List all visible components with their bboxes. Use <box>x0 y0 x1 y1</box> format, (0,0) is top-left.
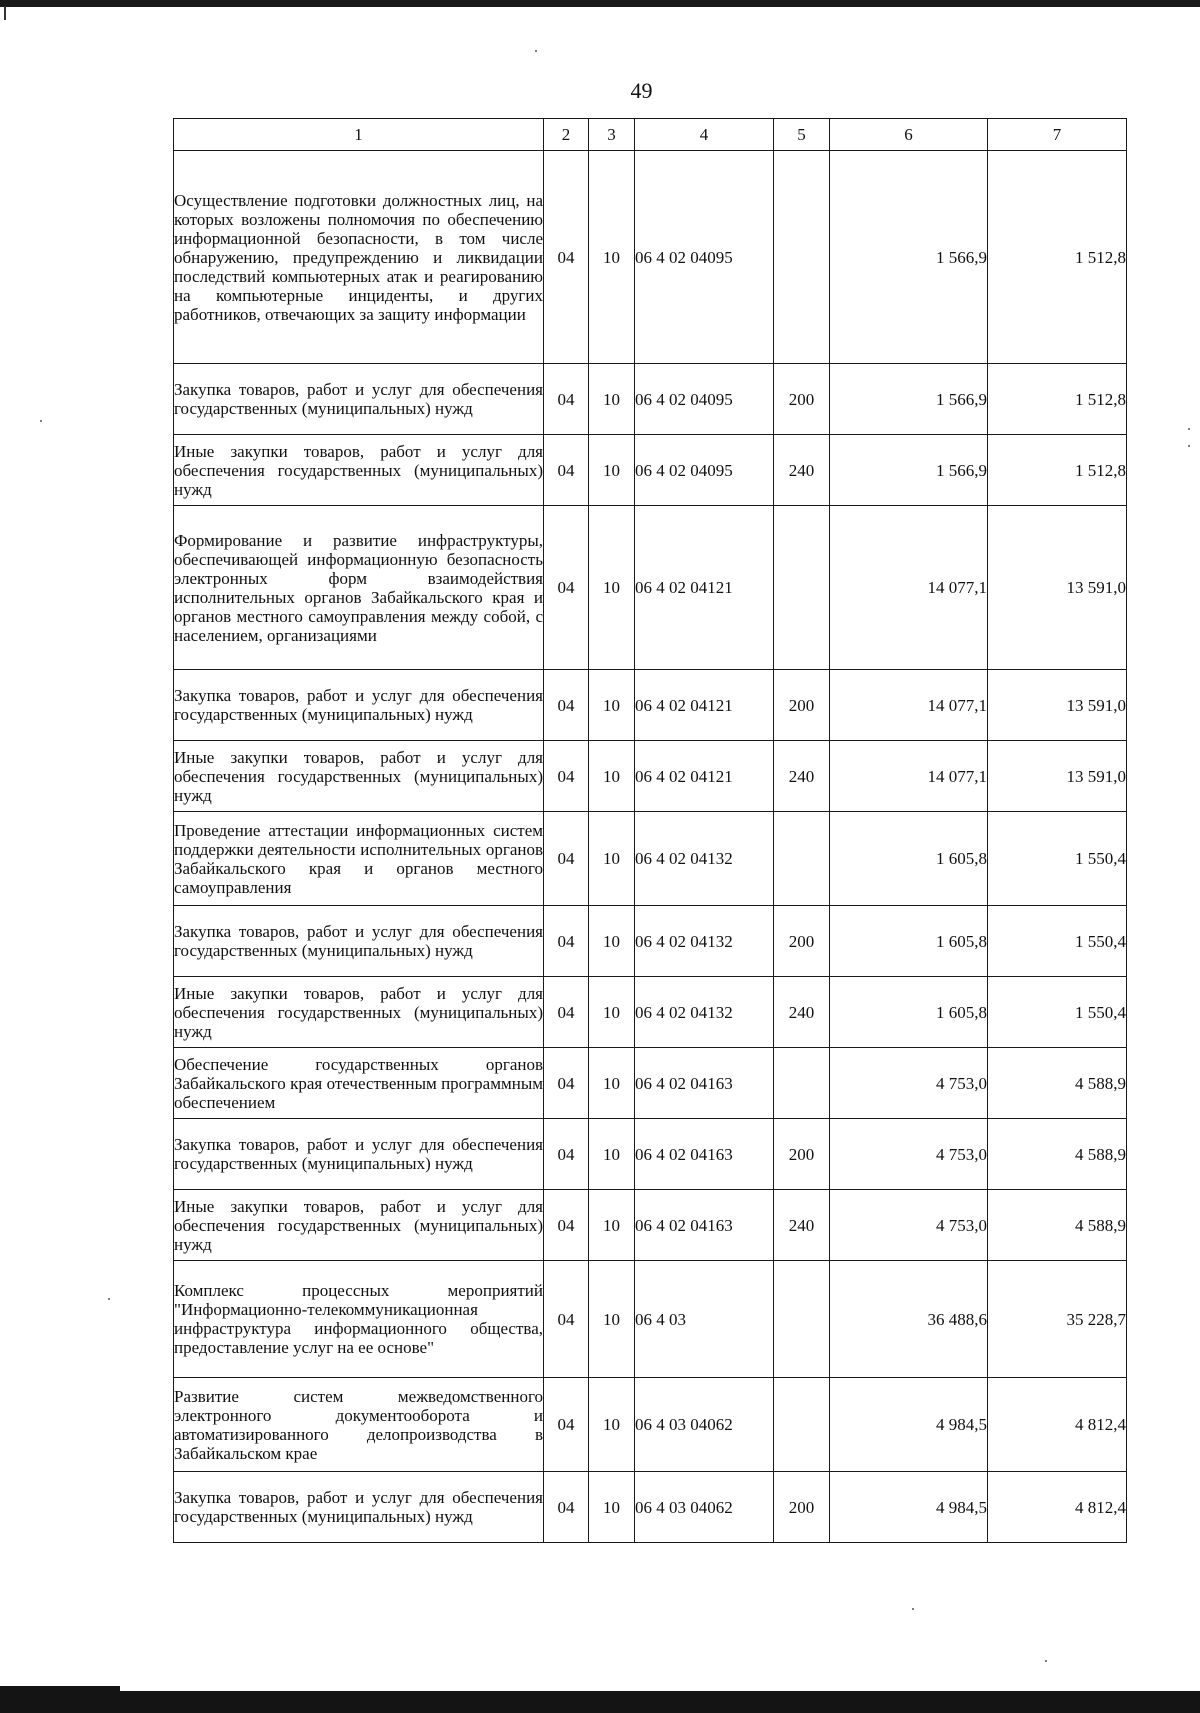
row-subsection: 10 <box>589 151 635 364</box>
table-row <box>174 1472 1127 1543</box>
row-amount-2: 1 512,8 <box>988 151 1127 364</box>
header-col-6: 6 <box>830 119 988 151</box>
row-expense-type <box>774 1378 830 1472</box>
row-subsection: 10 <box>589 364 635 435</box>
row-name: Формирование и развитие инфраструктуры, обеспечивающей информационную безопасность электронных форм взаимодействия исполнительных органов Забайкальского края и органов местного самоуправления между собой, с населением, организациями <box>174 506 544 670</box>
table-row <box>174 977 1127 1048</box>
row-amount-1: 1 566,9 <box>830 151 988 364</box>
row-amount-2: 4 588,9 <box>988 1190 1127 1261</box>
scan-speck <box>1045 1660 1047 1662</box>
row-section: 04 <box>544 1378 589 1472</box>
row-subsection: 10 <box>589 506 635 670</box>
row-section: 04 <box>544 1472 589 1543</box>
row-amount-1: 4 984,5 <box>830 1378 988 1472</box>
header-col-3: 3 <box>589 119 635 151</box>
table-row <box>174 812 1127 906</box>
row-subsection: 10 <box>589 1472 635 1543</box>
row-amount-1: 4 753,0 <box>830 1048 988 1119</box>
row-target-code: 06 4 02 04132 <box>635 812 774 906</box>
row-amount-1: 1 605,8 <box>830 977 988 1048</box>
header-col-1: 1 <box>174 119 544 151</box>
table-row <box>174 1048 1127 1119</box>
row-subsection: 10 <box>589 1190 635 1261</box>
header-col-2: 2 <box>544 119 589 151</box>
row-amount-2: 4 812,4 <box>988 1378 1127 1472</box>
row-section: 04 <box>544 812 589 906</box>
row-target-code: 06 4 02 04095 <box>635 364 774 435</box>
scan-speck <box>108 1298 110 1300</box>
row-target-code: 06 4 02 04121 <box>635 741 774 812</box>
row-subsection: 10 <box>589 741 635 812</box>
row-name: Закупка товаров, работ и услуг для обеспечения государственных (муниципальных) нужд <box>174 364 544 435</box>
row-expense-type: 240 <box>774 977 830 1048</box>
row-amount-2: 13 591,0 <box>988 741 1127 812</box>
row-section: 04 <box>544 151 589 364</box>
row-amount-1: 4 753,0 <box>830 1190 988 1261</box>
row-expense-type: 240 <box>774 435 830 506</box>
row-name: Иные закупки товаров, работ и услуг для обеспечения государственных (муниципальных) нужд <box>174 977 544 1048</box>
table-row <box>174 506 1127 670</box>
row-target-code: 06 4 03 <box>635 1261 774 1378</box>
row-subsection: 10 <box>589 812 635 906</box>
row-expense-type <box>774 1261 830 1378</box>
row-subsection: 10 <box>589 670 635 741</box>
table-row <box>174 1261 1127 1378</box>
row-amount-2: 1 550,4 <box>988 906 1127 977</box>
budget-table <box>173 118 1127 1543</box>
scan-speck <box>535 50 537 52</box>
table-row <box>174 1190 1127 1261</box>
table-row <box>174 1119 1127 1190</box>
row-name: Осуществление подготовки должностных лиц, на которых возложены полномочия по обеспечению информационной безопасности, в том числе обнаружению, предупреждению и ликвидации последствий компьютерных атак и реагированию на компьютерные инциденты, и других работников, отвечающих за защиту информации <box>174 151 544 364</box>
row-name: Развитие систем межведомственного электронного документооборота и автоматизированного делопроизводства в Забайкальском крае <box>174 1378 544 1472</box>
row-name: Комплекс процессных мероприятий "Информационно-телекоммуникационная инфраструктура информационного общества, предоставление услуг на ее основе" <box>174 1261 544 1378</box>
row-name: Закупка товаров, работ и услуг для обеспечения государственных (муниципальных) нужд <box>174 1472 544 1543</box>
row-section: 04 <box>544 670 589 741</box>
row-name: Иные закупки товаров, работ и услуг для обеспечения государственных (муниципальных) нужд <box>174 435 544 506</box>
row-expense-type: 200 <box>774 1472 830 1543</box>
row-amount-1: 1 605,8 <box>830 812 988 906</box>
row-subsection: 10 <box>589 977 635 1048</box>
row-amount-2: 1 512,8 <box>988 364 1127 435</box>
row-expense-type: 200 <box>774 906 830 977</box>
row-amount-2: 4 588,9 <box>988 1119 1127 1190</box>
row-amount-2: 4 588,9 <box>988 1048 1127 1119</box>
row-target-code: 06 4 02 04121 <box>635 506 774 670</box>
scan-speck <box>912 1608 914 1610</box>
row-amount-1: 1 566,9 <box>830 364 988 435</box>
row-name: Иные закупки товаров, работ и услуг для обеспечения государственных (муниципальных) нужд <box>174 1190 544 1261</box>
row-target-code: 06 4 03 04062 <box>635 1472 774 1543</box>
row-expense-type: 200 <box>774 1119 830 1190</box>
row-target-code: 06 4 03 04062 <box>635 1378 774 1472</box>
row-section: 04 <box>544 741 589 812</box>
row-name: Закупка товаров, работ и услуг для обеспечения государственных (муниципальных) нужд <box>174 1119 544 1190</box>
scan-top-edge <box>0 0 1200 7</box>
row-subsection: 10 <box>589 1119 635 1190</box>
table-row <box>174 1378 1127 1472</box>
row-section: 04 <box>544 906 589 977</box>
header-row <box>174 119 1127 151</box>
table-row <box>174 670 1127 741</box>
row-amount-1: 1 605,8 <box>830 906 988 977</box>
table-row <box>174 906 1127 977</box>
row-subsection: 10 <box>589 1261 635 1378</box>
scan-left-mark <box>4 6 6 20</box>
row-amount-2: 13 591,0 <box>988 670 1127 741</box>
scan-bottom-edge <box>0 1691 1200 1713</box>
row-expense-type <box>774 1048 830 1119</box>
row-target-code: 06 4 02 04095 <box>635 435 774 506</box>
row-name: Обеспечение государственных органов Забайкальского края отечественным программным обеспечением <box>174 1048 544 1119</box>
row-amount-2: 13 591,0 <box>988 506 1127 670</box>
table-row <box>174 151 1127 364</box>
row-expense-type: 240 <box>774 741 830 812</box>
row-target-code: 06 4 02 04095 <box>635 151 774 364</box>
row-amount-2: 4 812,4 <box>988 1472 1127 1543</box>
row-subsection: 10 <box>589 906 635 977</box>
page-number: 49 <box>630 78 653 103</box>
row-section: 04 <box>544 435 589 506</box>
header-col-4: 4 <box>635 119 774 151</box>
row-amount-1: 14 077,1 <box>830 741 988 812</box>
scan-speck <box>1188 445 1190 447</box>
row-section: 04 <box>544 364 589 435</box>
table-row <box>174 741 1127 812</box>
row-target-code: 06 4 02 04163 <box>635 1190 774 1261</box>
scan-speck <box>40 420 42 422</box>
table-row <box>174 364 1127 435</box>
row-expense-type: 240 <box>774 1190 830 1261</box>
row-name: Закупка товаров, работ и услуг для обеспечения государственных (муниципальных) нужд <box>174 906 544 977</box>
row-name: Проведение аттестации информационных систем поддержки деятельности исполнительных органов Забайкальского края и органов местного самоуправления <box>174 812 544 906</box>
row-subsection: 10 <box>589 435 635 506</box>
row-amount-1: 36 488,6 <box>830 1261 988 1378</box>
row-expense-type <box>774 151 830 364</box>
row-subsection: 10 <box>589 1048 635 1119</box>
row-amount-2: 1 550,4 <box>988 812 1127 906</box>
row-amount-1: 4 753,0 <box>830 1119 988 1190</box>
row-expense-type <box>774 506 830 670</box>
row-target-code: 06 4 02 04121 <box>635 670 774 741</box>
header-col-7: 7 <box>988 119 1127 151</box>
header-col-5: 5 <box>774 119 830 151</box>
row-target-code: 06 4 02 04163 <box>635 1048 774 1119</box>
row-target-code: 06 4 02 04132 <box>635 906 774 977</box>
row-section: 04 <box>544 1190 589 1261</box>
row-amount-1: 14 077,1 <box>830 670 988 741</box>
row-name: Иные закупки товаров, работ и услуг для обеспечения государственных (муниципальных) нужд <box>174 741 544 812</box>
row-amount-2: 35 228,7 <box>988 1261 1127 1378</box>
row-amount-1: 14 077,1 <box>830 506 988 670</box>
row-section: 04 <box>544 506 589 670</box>
row-expense-type: 200 <box>774 670 830 741</box>
row-section: 04 <box>544 1119 589 1190</box>
row-target-code: 06 4 02 04163 <box>635 1119 774 1190</box>
row-amount-2: 1 550,4 <box>988 977 1127 1048</box>
row-amount-2: 1 512,8 <box>988 435 1127 506</box>
row-section: 04 <box>544 977 589 1048</box>
row-expense-type: 200 <box>774 364 830 435</box>
row-target-code: 06 4 02 04132 <box>635 977 774 1048</box>
row-section: 04 <box>544 1048 589 1119</box>
row-amount-1: 1 566,9 <box>830 435 988 506</box>
row-name: Закупка товаров, работ и услуг для обеспечения государственных (муниципальных) нужд <box>174 670 544 741</box>
row-section: 04 <box>544 1261 589 1378</box>
row-amount-1: 4 984,5 <box>830 1472 988 1543</box>
row-expense-type <box>774 812 830 906</box>
table-row <box>174 435 1127 506</box>
row-subsection: 10 <box>589 1378 635 1472</box>
scan-speck <box>1188 428 1190 430</box>
